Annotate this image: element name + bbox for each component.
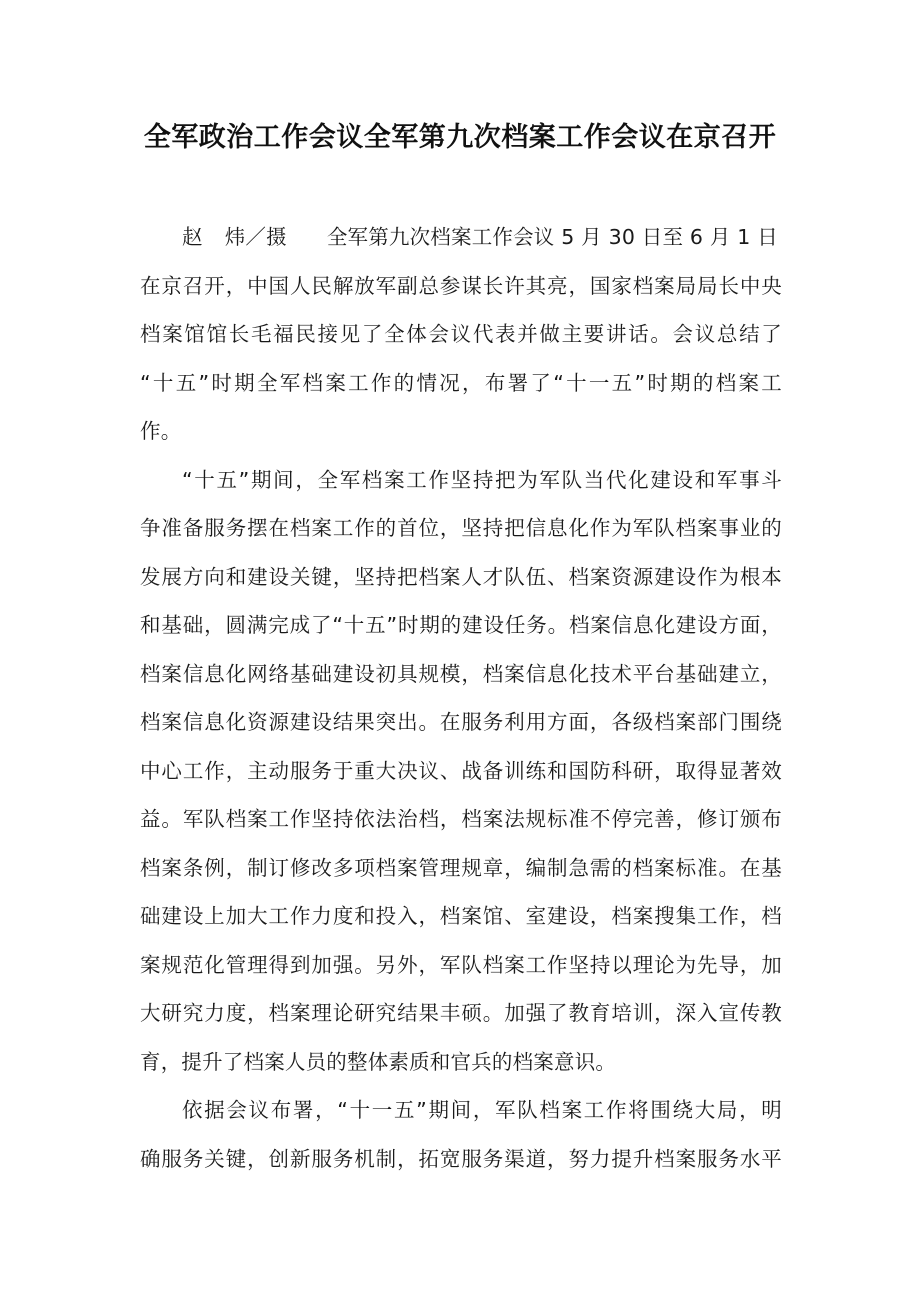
paragraph-2-line-9: 档案条例，制订修改多项档案管理规章，编制急需的档案标准。在基	[140, 855, 782, 880]
paragraph-2-line-2: 争准备服务摆在档案工作的首位，坚持把信息化作为军队档案事业的	[140, 516, 782, 540]
document-body	[140, 213, 782, 1183]
paragraph-2-line-5: 档案信息化网络基础建设初具规模，档案信息化技术平台基础建立，	[140, 661, 782, 686]
paragraph-2-line-8: 益。军队档案工作坚持依法治档，档案法规标准不停完善，修订颁布	[140, 807, 782, 831]
paragraph-2-line-10: 础建设上加大工作力度和投入，档案馆、室建设，档案搜集工作，档	[140, 904, 782, 928]
paragraph-2-line-12: 大研究力度，档案理论研究结果丰硕。加强了教育培训，深入宣传教	[140, 1001, 782, 1025]
paragraph-2-line-13: 育，提升了档案人员的整体素质和官兵的档案意识。	[140, 1049, 617, 1074]
paragraph-1-line-4: “十五”时期全军档案工作的情况，布署了“十一五”时期的档案工	[140, 370, 782, 395]
document-title: 全军政治工作会议全军第九次档案工作会议在京召开	[143, 122, 777, 153]
paragraph-3-line-1: 依据会议布署，“十一五”期间，军队档案工作将围绕大局，明	[182, 1098, 782, 1122]
paragraph-1-line-1	[140, 213, 782, 262]
paragraph-2-line-1: “十五”期间，全军档案工作坚持把为军队当代化建设和军事斗	[182, 467, 782, 492]
paragraph-2-line-4: 和基础，圆满完成了“十五”时期的建设任务。档案信息化建设方面，	[140, 613, 782, 637]
byline-author-surname: 赵	[182, 225, 203, 249]
paragraph-3-line-2: 确服务关键，创新服务机制，拓宽服务渠道，努力提升档案服务水平	[140, 1146, 782, 1171]
paragraph-2-line-11: 案规范化管理得到加强。另外，军队档案工作坚持以理论为先导，加	[140, 952, 782, 977]
paragraph-1-line-3: 档案馆馆长毛福民接见了全体会议代表并做主要讲话。会议总结了	[140, 322, 782, 346]
paragraph-1-line-1-text: 全军第九次档案工作会议 5 月 30 日至 6 月 1 日	[326, 225, 778, 249]
paragraph-2-line-6: 档案信息化资源建设结果突出。在服务利用方面，各级档案部门围绕	[140, 710, 782, 734]
paragraph-2-line-3: 发展方向和建设关键，坚持把档案人才队伍、档案资源建设作为根本	[140, 564, 782, 589]
paragraph-1-line-5: 作。	[140, 419, 182, 443]
paragraph-1-line-2: 在京召开，中国人民解放军副总参谋长许其亮，国家档案局局长中央	[140, 273, 782, 298]
byline-author-given: 炜／摄	[224, 225, 287, 249]
paragraph-2-line-7: 中心工作，主动服务于重大决议、战备训练和国防科研，取得显著效	[140, 758, 782, 783]
